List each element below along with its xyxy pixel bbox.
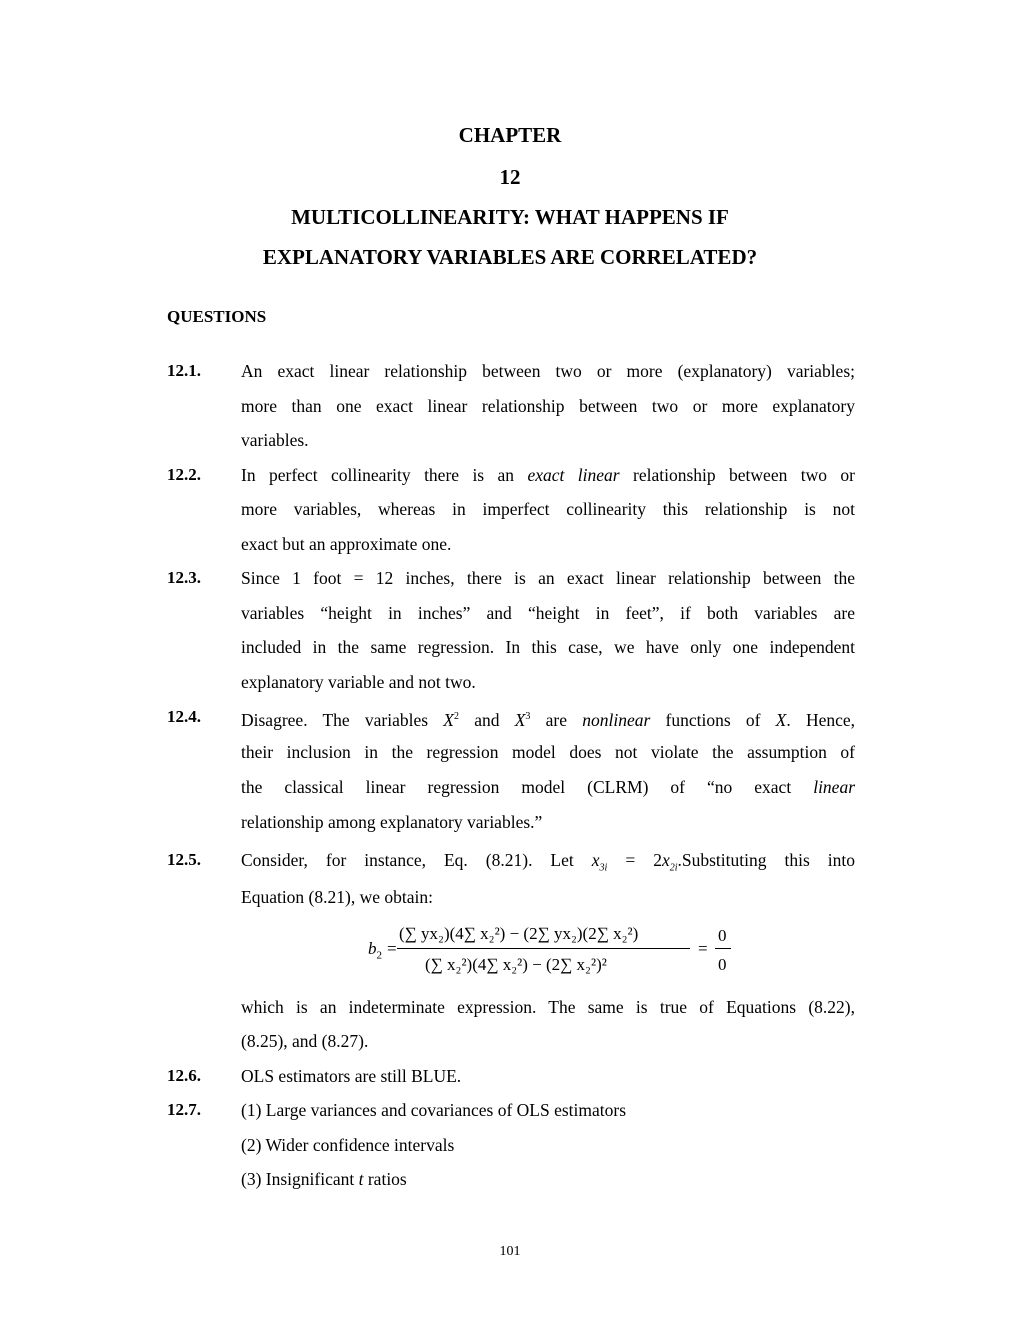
formula-lhs: $b_2$ — [368, 939, 382, 962]
fraction-bar — [715, 948, 731, 949]
fraction-bar — [397, 948, 690, 949]
answer-list-item: (2) Wider confidence intervals — [241, 1135, 455, 1155]
question-number: 12.3. — [167, 568, 201, 587]
chapter-number: 12 — [499, 165, 521, 189]
result-denominator: 0 — [718, 955, 727, 974]
answer-text-line: their inclusion in the regression model does not violate the assumption of — [241, 742, 855, 762]
chapter-label: CHAPTER — [458, 123, 562, 147]
question-number: 12.2. — [167, 465, 201, 484]
emphasis-text: exact linear — [527, 465, 620, 485]
answer-text-line: Disagree. The variables $X^2$ and $X^3$ are nonlinear functions of X. Hence, — [241, 709, 856, 730]
question-number: 12.7. — [167, 1100, 201, 1119]
answer-text-line: Since 1 foot = 12 inches, there is an exact linear relationship between the — [241, 568, 855, 588]
answer-text-line: the classical linear regression model (CLRM) of “no exact linear — [241, 777, 856, 797]
section-heading: QUESTIONS — [167, 307, 267, 326]
answer-text-line: An exact linear relationship between two or more (explanatory) variables; — [241, 361, 855, 381]
answer-text-line: more than one exact linear relationship between two or more explanatory — [241, 396, 855, 416]
answer-text-line: explanatory variable and not two. — [241, 672, 476, 692]
question-number: 12.1. — [167, 361, 201, 380]
question-number: 12.5. — [167, 850, 201, 869]
question-number: 12.4. — [167, 707, 201, 726]
answer-text-line: variables. — [241, 430, 309, 450]
answer-list-item: (3) Insignificant t ratios — [241, 1169, 407, 1189]
b2-formula — [365, 921, 745, 977]
x-cubed-term: $X^3$ — [514, 709, 531, 730]
answer-text-line: relationship among explanatory variables.” — [241, 812, 543, 832]
answer-text-line: more variables, whereas in imperfect collinearity this relationship is not — [241, 499, 855, 519]
answer-text-line: OLS estimators are still BLUE. — [241, 1066, 462, 1086]
result-numerator: 0 — [718, 926, 727, 945]
question-number: 12.6. — [167, 1066, 201, 1085]
answer-text-line: (8.25), and (8.27). — [241, 1031, 369, 1051]
emphasis-text: linear — [813, 777, 856, 797]
answer-text-line: In perfect collinearity there is an exact linear relationship between two or — [241, 465, 855, 485]
answer-text-line: exact but an approximate one. — [241, 534, 452, 554]
formula-equals: = — [698, 939, 708, 958]
substitution-equation: $x_{3i}$ = $2x_{2i}.Substituting$ this into — [591, 850, 855, 874]
answer-text-line: which is an indeterminate expression. The same is true of Equations (8.22), — [241, 997, 855, 1017]
x-squared-term: $X^2$ — [443, 709, 459, 730]
chapter-title-line-2: EXPLANATORY VARIABLES ARE CORRELATED? — [262, 245, 758, 269]
answer-list-item: (1) Large variances and covariances of OLS estimators — [241, 1100, 627, 1120]
formula-numerator: (∑ yx₂)(4∑ x₂²) − (2∑ yx₂)(2∑ x₂²) — [399, 924, 639, 943]
answer-text-line: Equation (8.21), we obtain: — [241, 887, 433, 907]
page-number: 101 — [499, 1244, 521, 1259]
formula-equals: = — [387, 939, 397, 958]
answer-text-line: variables “height in inches” and “height in feet”, if both variables are — [241, 603, 855, 623]
emphasis-text: t — [358, 1169, 364, 1189]
chapter-title-line-1: MULTICOLLINEARITY: WHAT HAPPENS IF — [291, 205, 729, 229]
answer-text-line: included in the same regression. In this case, we have only one independent — [241, 637, 855, 657]
formula-denominator: (∑ x₂²)(4∑ x₂²) − (2∑ x₂²)² — [425, 955, 607, 974]
emphasis-text: nonlinear — [582, 709, 651, 730]
answer-text-line: Consider, for instance, Eq. (8.21). Let $x_{3i}$ = $2x_{2i}.Substituting$ this into — [241, 850, 855, 874]
